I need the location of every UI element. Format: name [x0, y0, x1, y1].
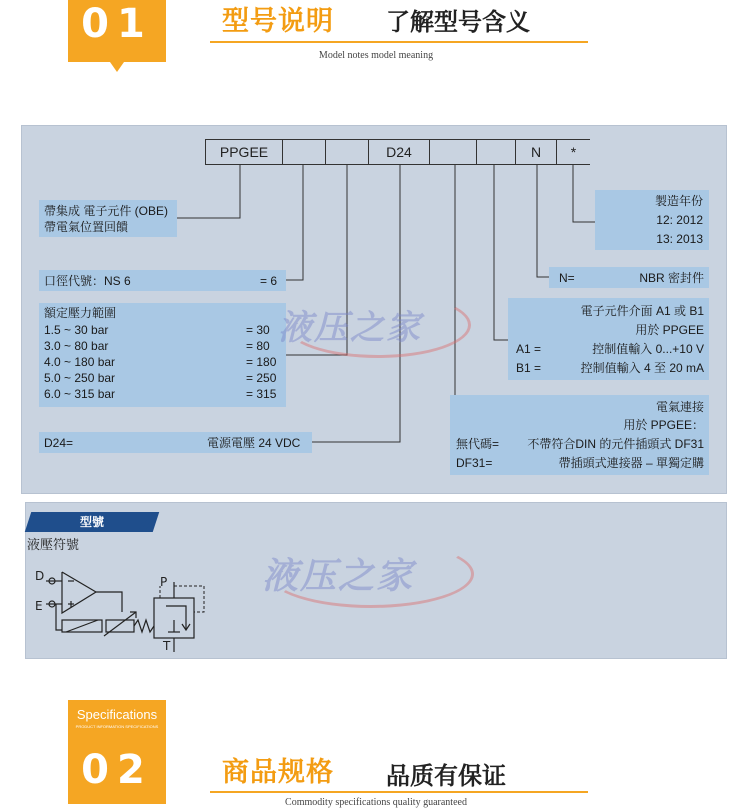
section-subtitle: 品质有保证 [386, 762, 506, 790]
pressure-range: 5.0 ~ 250 bar [44, 371, 116, 385]
pressure-value: = 250 [246, 371, 277, 385]
size-value: = 6 [260, 274, 278, 288]
connection-subtitle: 用於 PPGEE： [623, 418, 704, 432]
spec-tab-small: PRODUCT INFORMATION SPECIFICATIONS [75, 724, 159, 729]
pressure-value: = 30 [246, 323, 270, 337]
port-e-label: E [35, 599, 43, 613]
title-underline [210, 791, 588, 793]
connection-none-code: 無代碼= [456, 437, 500, 451]
pressure-range: 1.5 ~ 30 bar [44, 323, 109, 337]
code-cell-year: * [556, 139, 590, 165]
year-title: 製造年份 [654, 194, 703, 208]
watermark-logo: 液压之家 [278, 308, 422, 348]
seal-code: N= [559, 271, 575, 285]
symbol-label: 液壓符號 [27, 537, 80, 552]
size-label: 口徑代號：NS 6 [44, 274, 131, 288]
electronics-b1-code: B1 = [516, 361, 542, 375]
pressure-range: 4.0 ~ 180 bar [44, 355, 116, 369]
section-title: 型号说明 [222, 6, 334, 37]
pressure-value: = 180 [246, 355, 277, 369]
code-cell-ppgee: PPGEE [205, 139, 283, 165]
connection-title: 電氣連接 [655, 400, 704, 414]
port-p-label: P [160, 575, 168, 589]
section-title: 商品规格 [222, 757, 334, 788]
electronics-b1-desc: 控制值輸入 4 至 20 mA [580, 361, 704, 375]
connection-none-desc: 不帶符合DIN 的元件插頭式 DF31 [527, 437, 704, 451]
section-caption: Commodity specifications quality guaranteed [285, 797, 467, 808]
section-caption: Model notes model meaning [318, 50, 434, 61]
pressure-value: = 315 [246, 387, 277, 401]
code-cell-n: N [515, 139, 557, 165]
voltage-code: D24= [44, 436, 74, 450]
pressure-range: 3.0 ~ 80 bar [44, 339, 109, 353]
electronics-a1-code: A1 = [516, 342, 542, 356]
code-cell-d24: D24 [368, 139, 430, 165]
connection-df31-desc: 帶插頭式連接器 – 單獨定購 [558, 456, 704, 470]
electronics-title: 電子元件介面 A1 或 B1 [580, 304, 704, 318]
watermark-logo: 液压之家 [262, 555, 415, 597]
voltage-desc: 電源電壓 24 VDC [207, 436, 301, 450]
electronics-a1-desc: 控制值輸入 0...+10 V [592, 342, 704, 356]
year-row1: 12: 2012 [656, 213, 703, 227]
section-number: 02 [81, 747, 153, 793]
model-tag-label: 型號 [79, 515, 104, 529]
obe-line1: 帶集成 電子元件 (OBE) [44, 204, 169, 218]
pressure-title: 額定壓力範圍 [44, 306, 117, 320]
pressure-range: 6.0 ~ 315 bar [44, 387, 116, 401]
spec-tab-label: Specifications [76, 707, 158, 722]
connection-df31-code: DF31= [456, 456, 493, 470]
electronics-subtitle: 用於 PPGEE [635, 323, 704, 337]
pressure-value: = 80 [246, 339, 270, 353]
section-number-tab [68, 700, 166, 804]
obe-line2: 帶電氣位置回饋 [44, 220, 129, 234]
section-subtitle: 了解型号含义 [386, 8, 530, 36]
seal-desc: NBR 密封件 [639, 271, 704, 285]
port-d-label: D [35, 569, 45, 583]
year-row2: 13: 2013 [656, 232, 703, 246]
section-number: 01 [81, 1, 153, 47]
port-t-label: T [163, 639, 171, 653]
